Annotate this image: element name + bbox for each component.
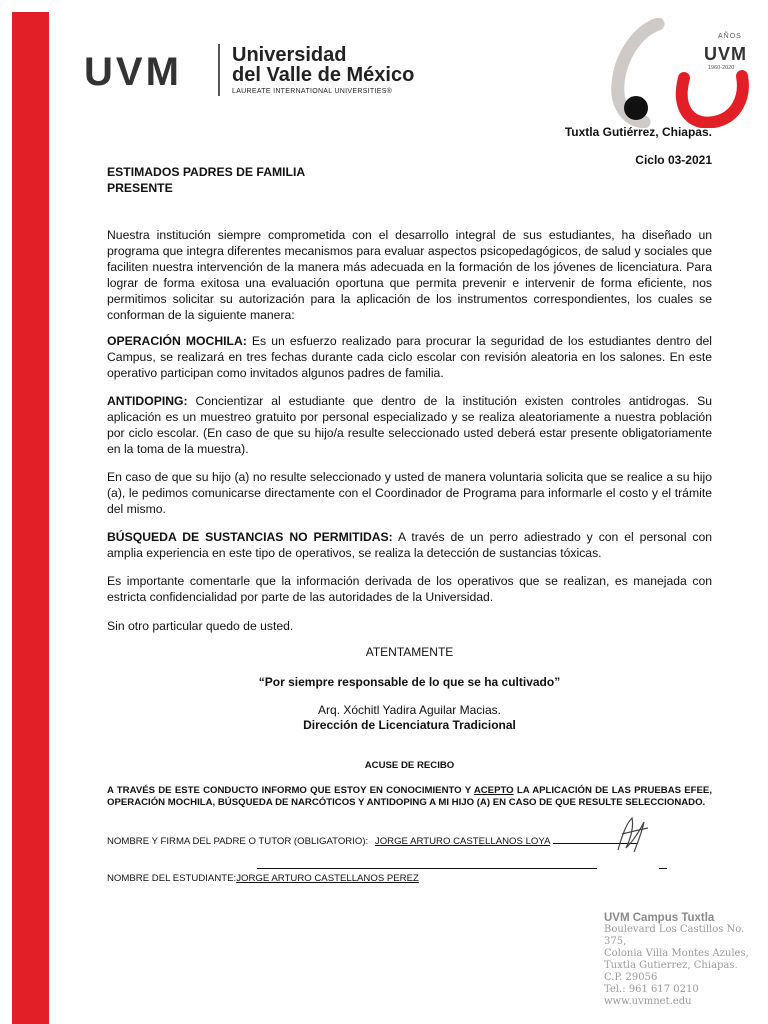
anniversary-60-years-seal bbox=[606, 18, 752, 128]
busqueda-title: BÚSQUEDA DE SUSTANCIAS NO PERMITIDAS: bbox=[107, 530, 393, 544]
mochila-paragraph bbox=[107, 333, 712, 381]
address-line1: Boulevard Los Castillos No. 375, bbox=[604, 924, 745, 947]
acuse-text-before: A TRAVÉS DE ESTE CONDUCTO INFORMO QUE ESTOY EN CONOCIMIENTO Y bbox=[107, 785, 474, 796]
svg-text:1960-2020: 1960-2020 bbox=[708, 65, 735, 71]
motto: “Por siempre responsable de lo que se ha cultivado” bbox=[258, 675, 561, 689]
postal-code: C.P. 29056 bbox=[604, 972, 658, 983]
university-name-line1: Universidad bbox=[232, 44, 347, 66]
salutation-line1: ESTIMADOS PADRES DE FAMILIA bbox=[107, 165, 306, 179]
acuse-text-after: LA APLICACIÓN DE LAS PRUEBAS EFEE, OPERACIÓN MOCHILA, BÚSQUEDA DE NARCÓTICOS Y ANTIDOPING A MI HIJO (A) EN CASO DE QUE RESULTE SELECCIONADO. bbox=[107, 785, 712, 808]
blank-line-2 bbox=[659, 868, 667, 869]
parent-label: NOMBRE Y FIRMA DEL PADRE O TUTOR (OBLIGATORIO): bbox=[107, 836, 369, 847]
campus-address-block bbox=[604, 912, 764, 1008]
salutation-line2: PRESENTE bbox=[107, 181, 173, 195]
busqueda-text: A través de un perro adiestrado y con el personal con amplia experiencia en este tipo de operativos, se realiza la detección de sustancias tóxicas. bbox=[107, 530, 713, 560]
confidential-paragraph: Es importante comentarle que la información derivada de los operativos que se realizan, es manejada con estricta confidencialidad por parte de las autoridades de la Universidad. bbox=[107, 574, 712, 604]
antidoping-paragraph bbox=[107, 393, 712, 457]
parent-name-field[interactable]: JORGE ARTURO CASTELLANOS LOYA bbox=[374, 836, 550, 847]
parent-signature-row bbox=[107, 836, 637, 847]
intro-paragraph: Nuestra institución siempre comprometida con el desarrollo integral de sus estudiantes, ha diseñado un programa que integra diferentes mecanismos para evaluar aspectos psicopedagógicos, de salud y sociales que faciliten nuestra intervención de la manera más adecuada en la formación de los jóvenes de licenciatura. Para lograr de forma exitosa una evaluación oportuna que permita prevenir e intervenir de forma eficiente, nos permitimos solicitar su autorización para la aplicación de los instrumentos correspondientes, los cuales se conforman de la siguiente manera: bbox=[107, 228, 712, 322]
logo-divider bbox=[218, 44, 220, 96]
signer-department: Dirección de Licenciatura Tradicional bbox=[303, 718, 516, 732]
campus-name: UVM Campus Tuxtla bbox=[604, 912, 715, 924]
address-line2: Colonia Villa Montes Azules, bbox=[604, 948, 749, 959]
telephone: Tel.: 961 617 0210 bbox=[604, 984, 699, 995]
website: www.uvmnet.edu bbox=[604, 996, 692, 1007]
signer-name: Arq. Xóchitl Yadira Aguilar Macias. bbox=[318, 703, 501, 717]
laureate-tagline: LAUREATE INTERNATIONAL UNIVERSITIES® bbox=[232, 88, 393, 95]
letter-cycle: Ciclo 03-2021 bbox=[635, 153, 712, 167]
blank-line-1 bbox=[257, 868, 597, 869]
student-name-field[interactable]: JORGE ARTURO CASTELLANOS PEREZ bbox=[236, 873, 419, 884]
logo-uvm-wordmark: UVM bbox=[84, 50, 182, 94]
closing-line: Sin otro particular quedo de usted. bbox=[107, 619, 294, 633]
student-label: NOMBRE DEL ESTUDIANTE: bbox=[107, 873, 237, 884]
mochila-text: Es un esfuerzo realizado para procurar la seguridad de los estudiantes dentro del Campus, se realizará en tres fechas durante cada ciclo escolar con revisión aleatoria en los salones. En este operativo participan como invitados algunos padres de familia. bbox=[107, 334, 712, 380]
svg-text:UVM: UVM bbox=[704, 44, 747, 64]
university-name-line2: del Valle de México bbox=[232, 64, 415, 86]
mochila-title: OPERACIÓN MOCHILA: bbox=[107, 334, 247, 348]
handwritten-signature bbox=[604, 810, 654, 858]
acuse-text bbox=[107, 785, 712, 809]
letter-place: Tuxtla Gutiérrez, Chiapas. bbox=[564, 125, 712, 139]
not-selected-paragraph: En caso de que su hijo (a) no resulte seleccionado y usted de manera voluntaria solicita que se realice a su hijo (a), le pedimos comunicarse directamente con el Coordinador de Programa para informarle el costo y el trámite del mismo. bbox=[107, 470, 712, 516]
address-line3: Tuxtla Gutierrez, Chiapas. bbox=[604, 960, 738, 971]
acuse-title: ACUSE DE RECIBO bbox=[364, 760, 455, 771]
antidoping-title: ANTIDOPING: bbox=[107, 394, 188, 408]
acuse-acepto: ACEPTO bbox=[473, 785, 514, 796]
antidoping-text: Concientizar al estudiante que dentro de la institución existen controles antidrogas. Su aplicación es un muestreo gratuito por personal especializado y se realiza aleatoriamente a nuestra población por ciclo escolar. (En caso de que su hijo/a resulte seleccionado usted deberá estar presente obligatoriamente en la toma de la muestra). bbox=[107, 394, 712, 456]
busqueda-paragraph bbox=[107, 529, 712, 561]
student-row bbox=[107, 873, 419, 884]
left-red-bar bbox=[12, 12, 49, 1024]
svg-text:AÑOS: AÑOS bbox=[718, 33, 742, 40]
atentamente: ATENTAMENTE bbox=[365, 645, 454, 659]
uvm-logo bbox=[84, 44, 414, 104]
